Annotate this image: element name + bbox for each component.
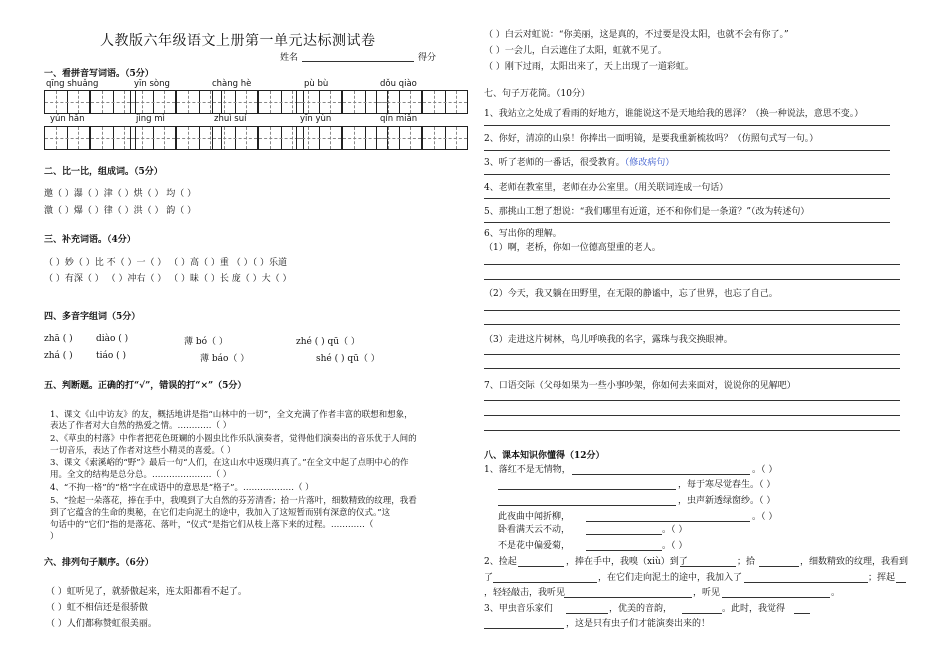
- judge-line: 2、《草虫的村落》中作者把花色斑斓的小圆虫比作乐队演奏者，觉得他们演奏出的音乐优于人间的: [50, 434, 417, 444]
- poem-tail: 。（ ）: [752, 512, 778, 522]
- passage-text: 。此时，我觉得: [722, 604, 786, 614]
- fill-blank[interactable]: [484, 628, 564, 629]
- page-title: 人教版六年级语文上册第一单元达标测试卷: [100, 33, 376, 49]
- fill-blank[interactable]: [564, 597, 692, 598]
- question-text: 3、听了老师的一番话，很受教育。: [484, 158, 625, 168]
- pinyin-label: yīn sòng: [134, 79, 170, 89]
- question: 4、老师在教室里，老师在办公室里。（用关联词连成一句话）: [484, 183, 729, 193]
- fill-blank[interactable]: [498, 505, 676, 506]
- pinyin-label: dǒu qiào: [380, 79, 417, 89]
- poem-line: 1、落红不是无情物，: [484, 465, 571, 475]
- passage-text: 了: [484, 573, 494, 583]
- pinyin-label: pù bù: [304, 79, 329, 89]
- fill-blank[interactable]: [744, 582, 868, 583]
- compare-line: 邀（ ）瀑（ ）津（ ）烘（ ） 均（ ）: [44, 189, 197, 199]
- passage-text: ，听见: [693, 588, 721, 598]
- sub-question: （1）啊，老桥，你如一位德高望重的老人。: [484, 243, 661, 253]
- fill-blank[interactable]: [759, 566, 799, 567]
- question: 2、你好，清凉的山泉！你捧出一面明镜，是要我重新梳妆吗？（仿照句式写一句。）: [484, 134, 819, 144]
- fill-blank[interactable]: [566, 613, 608, 614]
- judge-line: 表达了作者对大自然的热爱之情。…………（ ）: [50, 421, 232, 431]
- passage-text: ；拾: [737, 557, 756, 567]
- section-1-heading: 一、看拼音写词语。（5分）: [44, 69, 154, 79]
- passage-text: ，优美的音韵，: [609, 604, 673, 614]
- sub-question: （3）走进这片树林，鸟儿呼唤我的名字，露珠与我交换眼神。: [484, 335, 733, 345]
- polyphone-item: zhā ( ): [44, 334, 73, 344]
- poem-tail: 。（ ）: [662, 541, 688, 551]
- polyphone-item: tiáo ( ): [96, 351, 127, 361]
- answer-line[interactable]: [484, 264, 900, 265]
- order-item: （ ）虹听见了，就骄傲起来，连太阳都看不起了。: [46, 587, 247, 597]
- poem-line: 此夜曲中闻折柳，: [498, 512, 571, 522]
- pinyin-label: yīn yùn: [300, 114, 332, 124]
- answer-line[interactable]: [484, 415, 900, 416]
- answer-line[interactable]: [484, 125, 890, 126]
- answer-line[interactable]: [484, 400, 900, 401]
- answer-line[interactable]: [484, 324, 900, 325]
- polyphone-item: zhá ( ): [44, 351, 73, 361]
- section-2-heading: 二、比一比，组成词。（5分）: [44, 167, 163, 177]
- question: 6、写出你的理解。: [484, 229, 562, 239]
- question: 7、口语交际（父母如果为一些小事吵架，你如何去来面对，说说你的见解吧）: [484, 381, 796, 391]
- poem-tail: 。（ ）: [752, 465, 778, 475]
- fill-blank[interactable]: [493, 582, 597, 583]
- order-item: （ ）虹不相信还是很骄傲: [46, 603, 148, 613]
- order-item: （ ）人们都称赞虹很美丽。: [46, 619, 157, 629]
- poem-line: 不是花中偏爱菊，: [498, 541, 571, 551]
- poem-line: ，每于寒尽觉春生。（ ）: [678, 480, 776, 490]
- polyphone-item: diào ( ): [96, 334, 129, 344]
- question: [484, 155, 674, 168]
- order-item: （ ）刚下过雨，太阳出来了，天上出现了一道彩虹。: [484, 62, 694, 72]
- fill-blank[interactable]: [586, 534, 662, 535]
- judge-line: 句话中的“它们”指的是落花、落叶，“仪式”是指它们从枝上落下来的过程。…………（: [50, 520, 374, 530]
- idiom-line: （ ）有深（ ） （ ）冲右（ ） （ ）昧（ ）长 庞（ ）大（ ）: [44, 274, 292, 284]
- fill-blank[interactable]: [794, 613, 810, 614]
- score-label: 得分: [418, 53, 437, 63]
- name-label: 姓名: [280, 53, 299, 63]
- answer-line[interactable]: [484, 368, 900, 369]
- judge-line: 一切音乐，表达了作者对这些小精灵的喜爱。（ ）: [50, 446, 236, 456]
- passage-text: 3、甲虫音乐家们: [484, 604, 553, 614]
- fill-blank[interactable]: [680, 566, 736, 567]
- section-4-heading: 四、多音字组词（5分）: [44, 312, 141, 322]
- order-item: （ ）白云对虹说：“你美丽，这是真的，不过要是没太阳，也就不会有你了。”: [484, 30, 789, 40]
- answer-line[interactable]: [484, 430, 900, 431]
- name-blank[interactable]: [302, 61, 414, 62]
- polyphone-item: 薄 báo（ ）: [200, 354, 250, 364]
- fill-blank[interactable]: [586, 550, 662, 551]
- poem-line: ，虫声新透绿窗纱。（ ）: [678, 496, 776, 506]
- polyphone-item: zhé ( ) qū（ ）: [296, 337, 360, 347]
- compare-line: 激（ ）爆（ ）律（ ）洪（ ） 韵（ ）: [44, 206, 197, 216]
- answer-line[interactable]: [484, 198, 890, 199]
- pinyin-label: chàng hè: [212, 79, 252, 89]
- judge-line: 3、课文《索溪峪的“野”》最后一句“人们，在这山水中返璞归真了。”在全文中起了点明中心的作: [50, 458, 409, 468]
- fill-blank[interactable]: [896, 582, 906, 583]
- section-8-heading: 八、课本知识你懂得（12分）: [484, 451, 605, 461]
- pinyin-label: qīng shuǎng: [46, 79, 99, 89]
- polyphone-item: 薄 bó（ ）: [184, 337, 228, 347]
- pinyin-label: jìng mì: [136, 114, 165, 124]
- answer-line[interactable]: [484, 354, 900, 355]
- section-7-heading: 七、句子万花筒。（10分）: [484, 89, 590, 99]
- judge-line: 4、“不拘一格”的“格”字在成语中的意思是“格子”。………………（ ）: [50, 483, 314, 493]
- question: 1、我站立之处成了看雨的好地方，谁能说这不是天地给我的恩泽？（换一种说法，意思不变。）: [484, 109, 864, 119]
- question: 5、那挑山工想了想说：“我们哪里有近道，还不和你们是一条道？”（改为转述句）: [484, 207, 810, 217]
- fill-blank[interactable]: [498, 489, 676, 490]
- answer-line[interactable]: [484, 310, 900, 311]
- polyphone-item: shé ( ) qū（ ）: [316, 354, 380, 364]
- passage-text: ；挥起: [868, 573, 896, 583]
- sub-question: （2）今天，我又躺在田野里，在无限的静谧中，忘了世界，也忘了自己。: [484, 289, 778, 299]
- judge-line: ）: [50, 532, 59, 542]
- answer-line[interactable]: [484, 174, 890, 175]
- fill-blank[interactable]: [682, 613, 722, 614]
- fill-blank[interactable]: [572, 474, 750, 475]
- order-item: （ ）一会儿，白云遮住了太阳，虹就不见了。: [484, 46, 667, 56]
- passage-text: ，轻轻敲击，我听见: [484, 588, 566, 598]
- passage-text: ，细数精致的纹理，我看到: [800, 557, 909, 567]
- question-hint: （修改病句）: [624, 158, 675, 168]
- passage-text: ，在它们走向泥土的途中，我加入了: [598, 573, 743, 583]
- section-5-heading: 五、判断题。正确的打“√”，错误的打“×”（5分）: [44, 381, 247, 391]
- answer-line[interactable]: [484, 150, 890, 151]
- pinyin-label: yún hǎn: [50, 114, 85, 124]
- fill-blank[interactable]: [722, 597, 830, 598]
- passage-text: 。: [831, 588, 841, 598]
- passage-text: 2、捡起: [484, 557, 517, 567]
- poem-tail: 。（ ）: [662, 525, 688, 535]
- answer-line[interactable]: [484, 279, 900, 280]
- judge-line: 用。全文的结构是总分总。…………………（ ）: [50, 470, 232, 480]
- judge-line: 5、“捡起一朵落花，捧在手中，我嗅到了大自然的芬芳清香；拾一片落叶，细数精致的纹理，我看: [50, 496, 417, 506]
- poem-line: 卧看满天云不动，: [498, 525, 571, 535]
- pinyin-label: qín miǎn: [380, 114, 418, 124]
- answer-line[interactable]: [484, 222, 890, 223]
- idiom-line: （ ）妙（ ）比 不（ ）一（ ） （ ）高（ ）重 （ ）（ ）乐道: [44, 258, 287, 268]
- section-6-heading: 六、排列句子顺序。（6分）: [44, 558, 154, 568]
- passage-text: ，这是只有虫子们才能演奏出来的！: [566, 619, 711, 629]
- judge-line: 到了它蕴含的生命的奥秘，在它们走向泥土的途中，我加入了这短暂而别有深意的仪式。”这: [50, 508, 391, 518]
- fill-blank[interactable]: [518, 566, 564, 567]
- section-3-heading: 三、补充词语。（4分）: [44, 235, 136, 245]
- judge-line: 1、课文《山中访友》的友，概括地讲是指“山林中的一切”，全文充满了作者丰富的联想和想象，: [50, 410, 413, 420]
- pinyin-label: zhuì suí: [214, 114, 247, 124]
- passage-text: ，捧在手中，我嗅（xiù）到了: [566, 557, 688, 567]
